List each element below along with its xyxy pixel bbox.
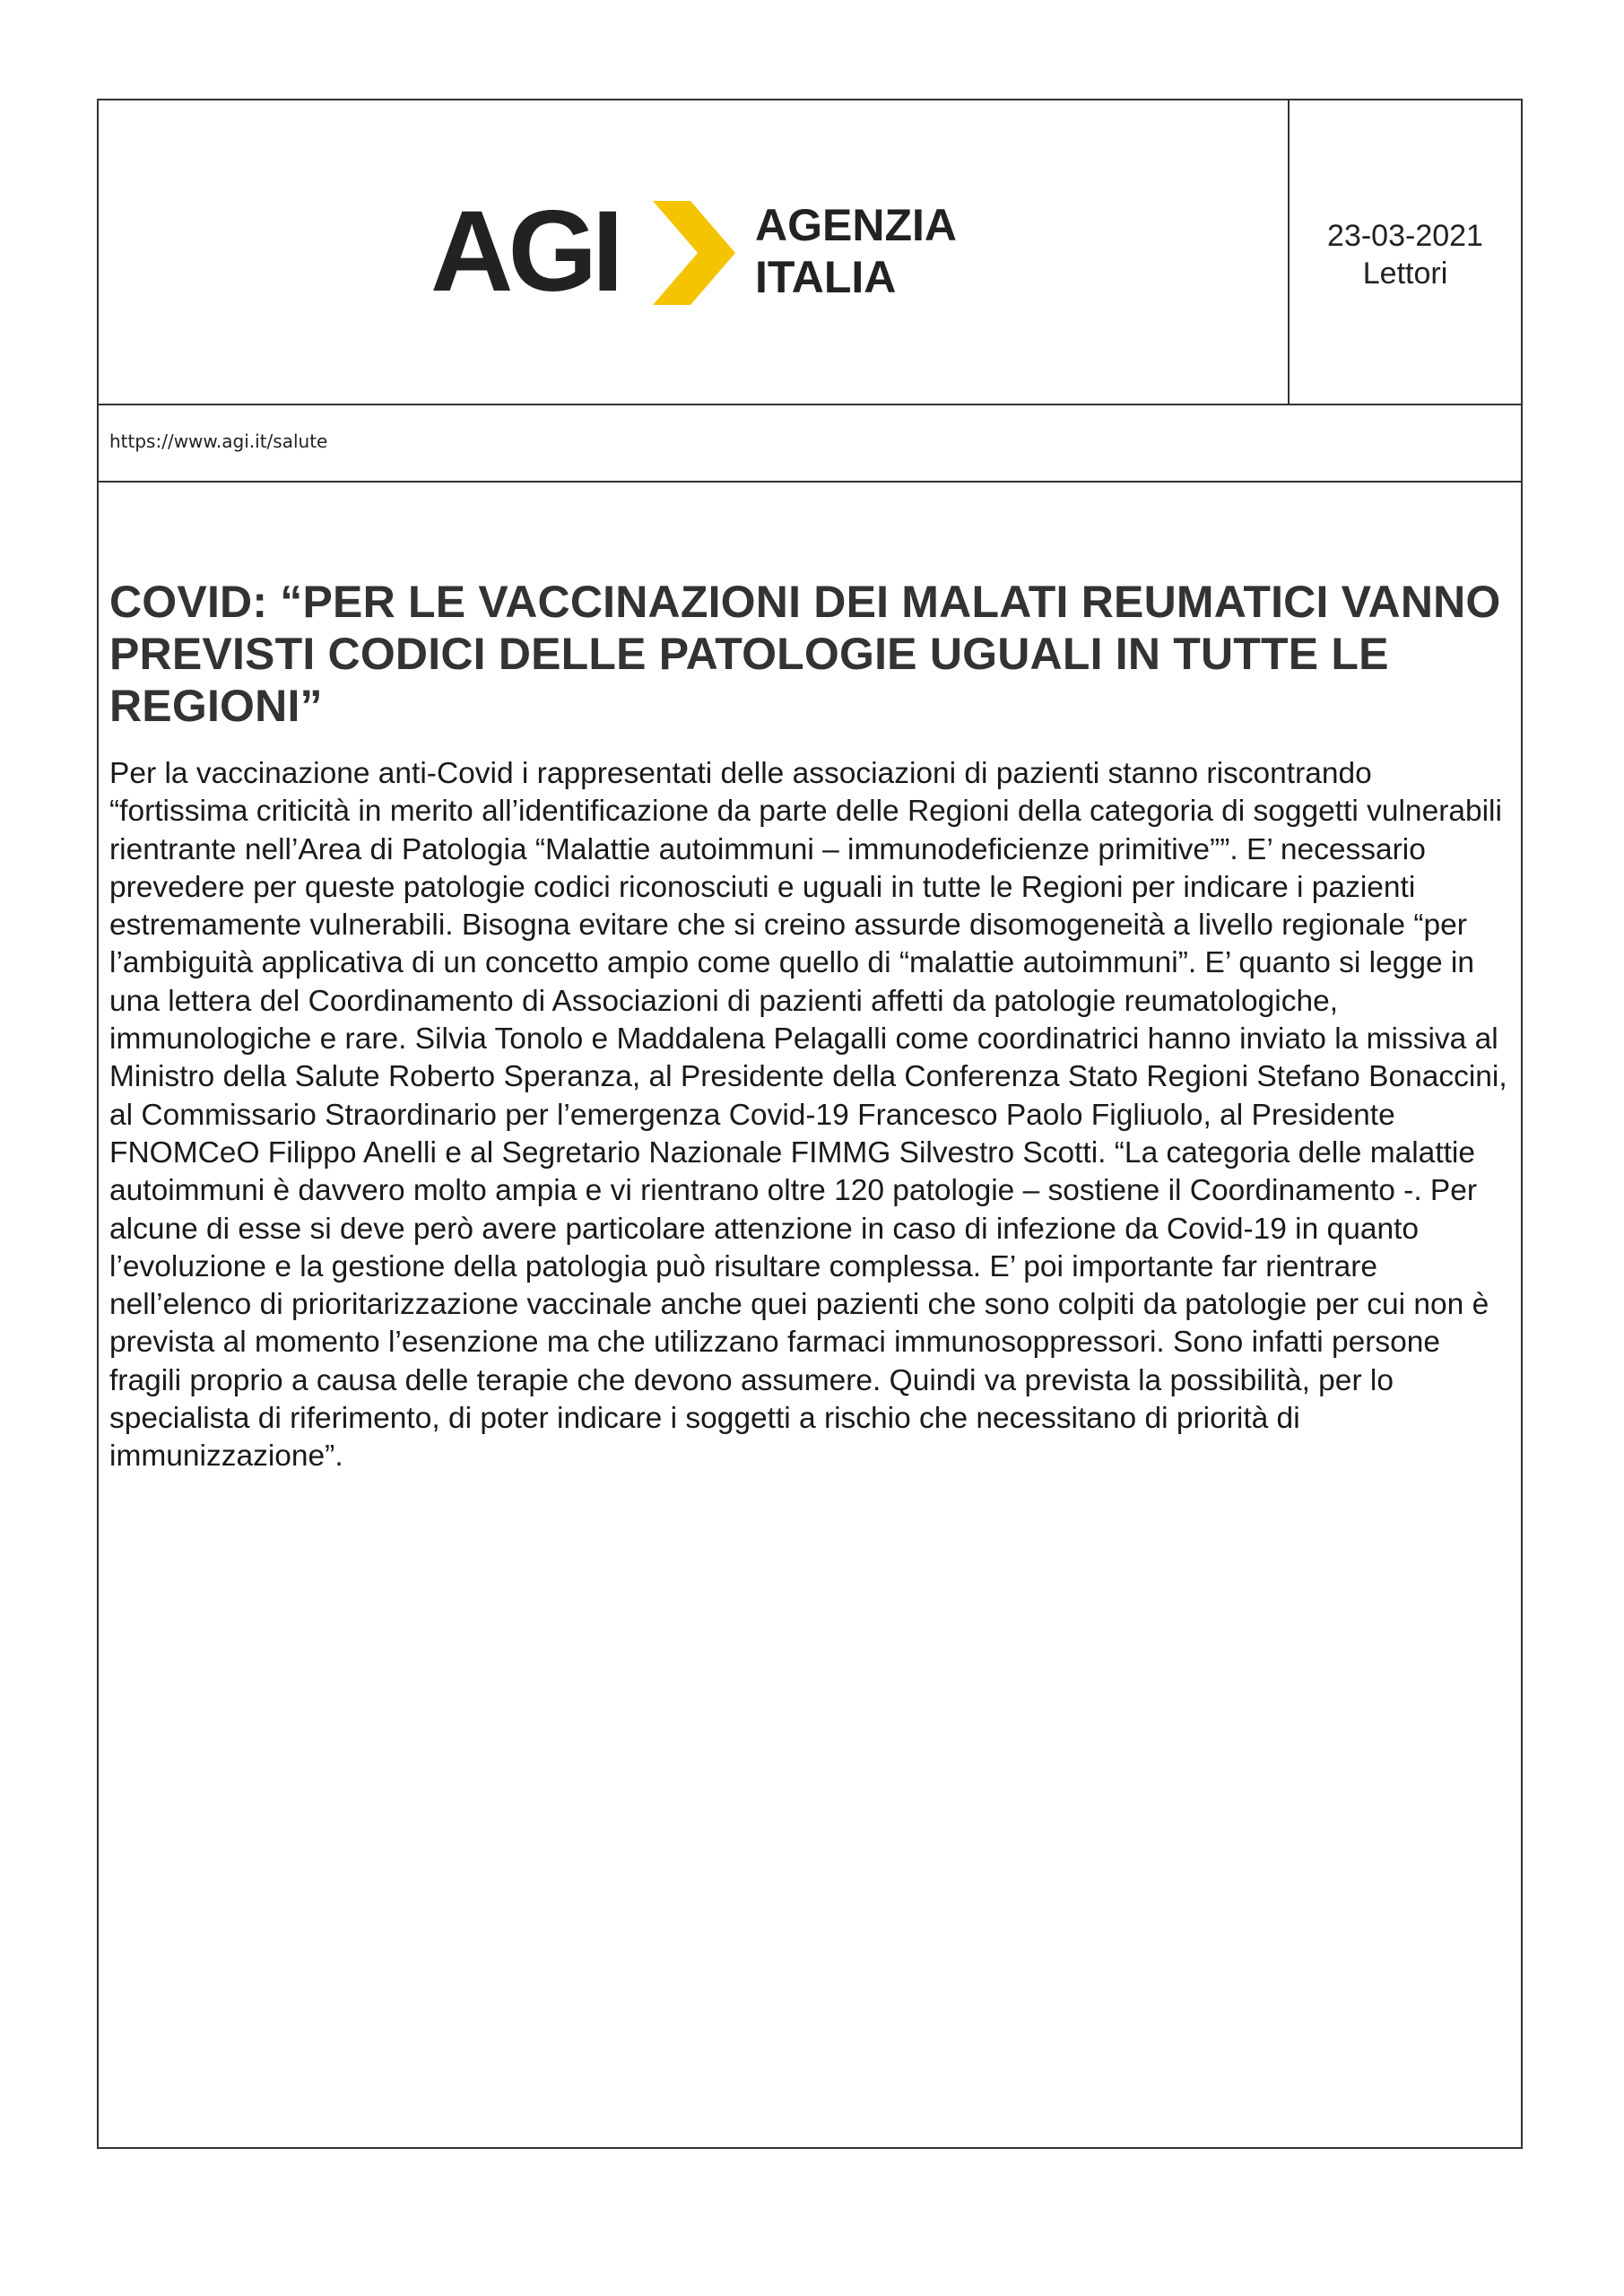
logo-mark-text: AGI xyxy=(430,187,619,316)
article-headline: COVID: “PER LE VACCINAZIONI DEI MALATI REUMATICI VANNO PREVISTI CODICI DELLE PATOLOGIE UGUALI IN TUTTE LE REGIONI” xyxy=(109,577,1501,731)
url-row xyxy=(99,405,1521,483)
header-row xyxy=(99,100,1521,405)
logo-cell xyxy=(99,100,1290,404)
article-body: Per la vaccinazione anti-Covid i rappresentati delle associazioni di pazienti stanno riscontrando “fortissima criticità in merito all’identificazione da parte delle Regioni della categoria di soggetti vulnerabili rientrante nell’Area di Patologia “Malattie autoimmuni – immunodeficienze primitive””. E’ necessario prevedere per queste patologie codici riconosciuti e uguali in tutte le Regioni per indicare i pazienti estremamente vulnerabili. Bisogna evitare che si creino assurde disomogeneità a livello regionale “per l’ambiguità applicativa di un concetto ampio come quello di “malattie autoimmuni”. E’ quanto si legge in una lettera del Coordinamento di Associazioni di pazienti affetti da patologie reumatologiche, immunologiche e rare. Silvia Tonolo e Maddalena Pelagalli come coordinatrici hanno inviato la missiva al Ministro della Salute Roberto Speranza, al Presidente della Conferenza Stato Regioni Stefano Bonaccini, al Commissario Straordinario per l’emergenza Covid-19 Francesco Paolo Figliuolo, al Presidente FNOMCeO Filippo Anelli e al Segretario Nazionale FIMMG Silvestro Scotti. “La categoria delle malattie autoimmuni è davvero molto ampia e vi rientrano oltre 120 patologie – sostiene il Coordinamento -. Per alcune di esse si deve però avere particolare attenzione in caso di infezione da Covid-19 in quanto l’evoluzione e la gestione della patologia può risultare complessa. E’ poi importante far rientrare nell’elenco di prioritarizzazione vaccinale anche quei pazienti che sono colpiti da patologie per cui non è prevista al momento l’esenzione ma che utilizzano farmaci immunosoppressori. Sono infatti persone fragili proprio a causa delle terapie che devono assumere. Quindi va prevista la possibilità, per lo specialista di riferimento, di poter indicare i soggetti a rischio che necessitano di priorità di immunizzazione”. xyxy=(109,757,1507,1474)
logo-line2-text: ITALIA xyxy=(755,252,897,302)
article xyxy=(109,576,1508,1476)
logo-line1-text: AGENZIA xyxy=(755,200,957,250)
date-cell xyxy=(1290,100,1521,404)
source-label: Lettori xyxy=(1362,257,1448,291)
agi-logo xyxy=(430,181,1022,316)
clipping-frame xyxy=(97,99,1523,2149)
agi-chevron-logo-icon xyxy=(653,201,735,305)
source-url: https://www.agi.it/salute xyxy=(109,430,328,452)
publication-date: 23-03-2021 xyxy=(1327,219,1483,253)
